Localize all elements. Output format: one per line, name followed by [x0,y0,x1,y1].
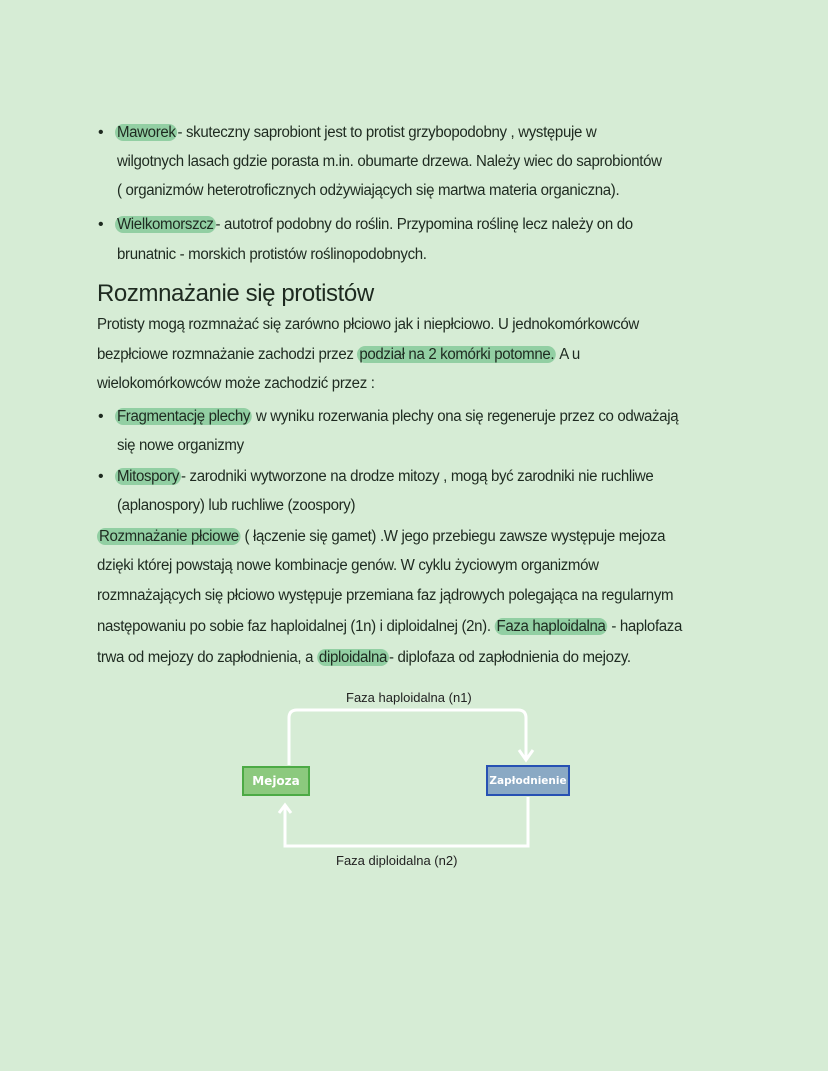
arrow-bottom [285,797,528,846]
text-line [115,408,678,426]
text-segment: Protisty mogą rozmnażać się zarówno płciowo jak i niepłciowo. U jednokomórkowców [97,316,639,333]
text-line [117,437,244,455]
text-segment: wielokomórkowców może zachodzić przez : [97,375,375,392]
highlighted-term: Wielkomorszcz [116,216,214,233]
text-line [117,182,619,200]
text-segment: - haplofaza [607,618,683,635]
text-segment: rozmnażających się płciowo występuje przemiana faz jądrowych polegająca na regularnym [97,587,674,604]
text-segment: brunatnic - morskich protistów roślinopodobnych. [117,246,427,263]
text-segment: wilgotnych lasach gdzie porasta m.in. obumarte drzewa. Należy wiec do saprobiontów [117,153,662,170]
text-line [97,346,580,364]
text-line [97,316,639,334]
text-segment: - diplofaza od zapłodnienia do mejozy. [389,649,631,666]
text-line [115,468,653,486]
text-segment: - zarodniki wytworzone na drodze mitozy , mogą być zarodniki nie ruchliwe [181,468,654,485]
text-segment: dzięki której powstają nowe kombinacje genów. W cyklu życiowym organizmów [97,557,599,574]
text-segment: następowaniu po sobie faz haploidalnej (1n) i diploidalnej (2n). [97,618,495,635]
text-line [117,497,355,515]
text-segment: w wyniku rozerwania plechy ona się regeneruje przez co odważają [251,408,679,425]
text-line [97,528,665,546]
highlighted-term: Maworek [116,124,176,141]
highlighted-term: diploidalna [318,649,388,666]
highlighted-term: Fragmentację plechy [116,408,251,425]
meiosis-box: Mejoza [242,766,310,796]
text-line [115,124,596,142]
arrow-top-head [519,750,533,760]
bullet-icon: • [98,408,104,425]
text-segment: A u [556,346,580,363]
highlighted-term: podział na 2 komórki potomne. [359,346,555,363]
highlighted-term: Faza haploidalna [496,618,606,635]
text-line [97,649,631,667]
text-line [115,216,633,234]
highlighted-term: Mitospory [116,468,180,485]
text-segment: - skuteczny saprobiont jest to protist grzybopodobny , występuje w [177,124,597,141]
text-line [97,587,673,605]
arrow-top [289,710,526,765]
text-segment: ( łączenie się gamet) .W jego przebiegu zawsze występuje mejoza [240,528,666,545]
section-heading: Rozmnażanie się protistów [97,280,374,307]
text-line [97,557,599,575]
bullet-icon: • [98,124,104,141]
text-line [117,246,427,264]
text-line [97,618,682,636]
text-segment: (aplanospory) lub ruchliwe (zoospory) [117,497,356,514]
text-line [97,375,375,393]
haploid-phase-label: Faza haploidalna (n1) [346,690,472,705]
fertilization-box: Zapłodnienie [486,765,570,796]
text-line [117,153,662,171]
bullet-icon: • [98,468,104,485]
text-segment: się nowe organizmy [117,437,244,454]
text-segment: bezpłciowe rozmnażanie zachodzi przez [97,346,358,363]
bullet-icon: • [98,216,104,233]
text-segment: - autotrof podobny do roślin. Przypomina roślinę lecz należy on do [215,216,633,233]
arrow-bottom-head [279,805,291,813]
diploid-phase-label: Faza diploidalna (n2) [336,853,458,868]
highlighted-term: Rozmnażanie płciowe [98,528,239,545]
text-segment: trwa od mejozy do zapłodnienia, a [97,649,317,666]
text-segment: ( organizmów heterotroficznych odżywiających się martwa materia organiczna). [117,182,620,199]
